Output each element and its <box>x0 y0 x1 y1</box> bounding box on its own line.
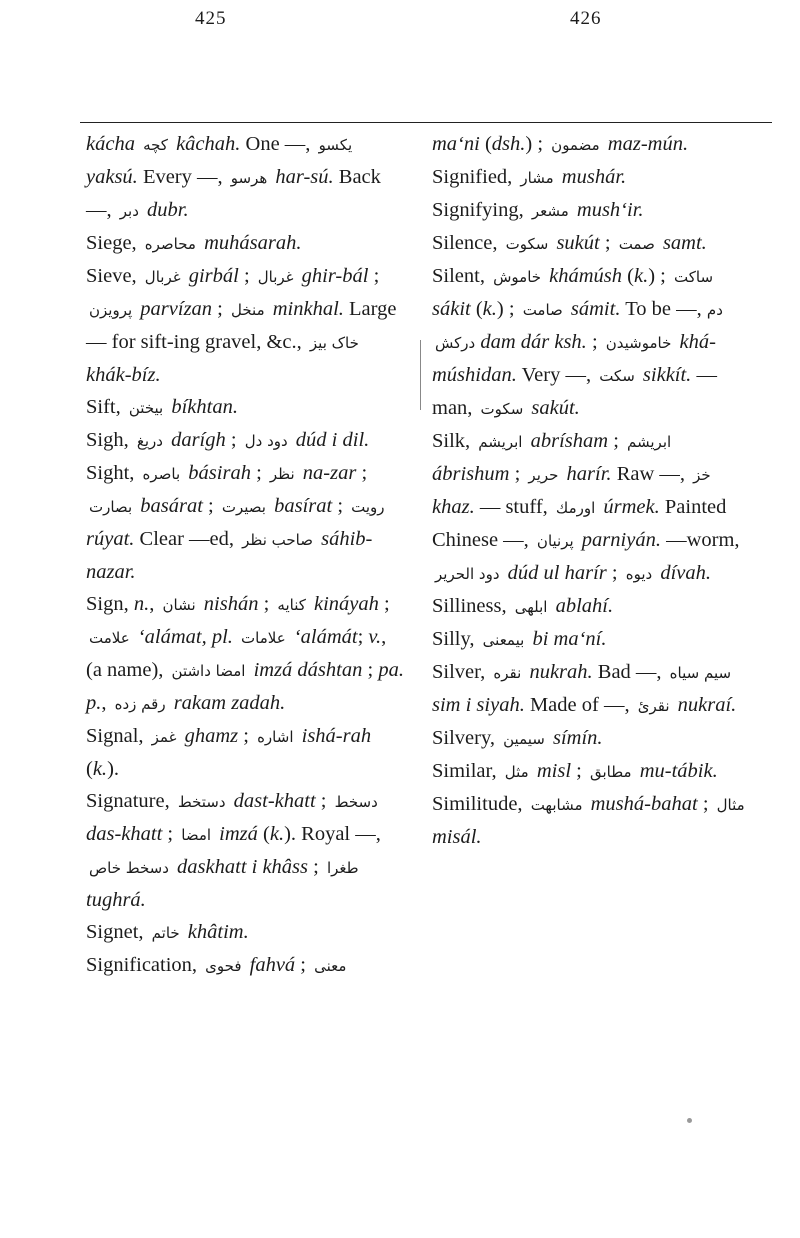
gloss-text: Very —, <box>516 364 597 386</box>
persian-word: غمز <box>151 728 177 746</box>
gloss-text: ( <box>479 133 492 155</box>
transliteration: na-zar <box>297 462 357 484</box>
persian-word: خاتم <box>151 924 180 942</box>
persian-word: بصارت <box>89 498 133 516</box>
gloss-text: ; <box>202 495 219 517</box>
transliteration: mu-tábik. <box>634 760 718 782</box>
gloss-text: ; <box>606 562 623 584</box>
transliteration: sámit. <box>565 298 621 320</box>
transliteration: sukút <box>551 232 600 254</box>
transliteration: minkhal. <box>267 298 344 320</box>
gloss-text: , (a name), <box>86 626 387 681</box>
transliteration: nukraí. <box>672 694 737 716</box>
persian-word: ابلهى <box>514 598 548 616</box>
headword: Signature, <box>86 790 175 812</box>
persian-word: محاصره <box>144 235 196 253</box>
headword: Similitude, <box>432 793 528 815</box>
persian-word: نقره <box>493 664 522 682</box>
transliteration: darígh <box>165 429 226 451</box>
transliteration: v. <box>368 626 382 648</box>
persian-word: دود الحرير <box>435 565 500 583</box>
transliteration: ishá-rah <box>296 725 372 747</box>
transliteration: rúyat. <box>86 528 135 550</box>
persian-word: دريغ <box>136 432 163 450</box>
transliteration: basárat <box>135 495 203 517</box>
persian-word: مطابق <box>589 763 632 781</box>
dictionary-entry <box>432 194 752 227</box>
persian-word: سيمين <box>503 730 545 748</box>
gloss-text: ; <box>162 823 179 845</box>
gloss-text: ; <box>212 298 228 320</box>
persian-word: علامت <box>89 629 130 647</box>
persian-word: نشان <box>162 596 196 614</box>
transliteration: nishán <box>198 593 259 615</box>
persian-word: مشار <box>520 169 554 187</box>
persian-word: طغرا <box>326 859 359 877</box>
transliteration: imzá dáshtan <box>248 659 363 681</box>
dictionary-entry <box>432 788 752 853</box>
gloss-text: ). <box>107 758 120 780</box>
gloss-text: ; <box>586 331 603 353</box>
persian-word: ديوه <box>625 565 653 583</box>
persian-word: مشابهت <box>530 796 583 814</box>
transliteration: ghir-bál <box>296 265 369 287</box>
gloss-text: ) ; <box>496 298 520 320</box>
headword: Signal, <box>86 725 149 747</box>
persian-word: صمت <box>618 235 655 253</box>
gloss-text: ; <box>697 793 714 815</box>
transliteration: mushár. <box>556 166 627 188</box>
persian-word: دستخط <box>177 793 226 811</box>
headword: Sieve, <box>86 265 142 287</box>
transliteration: sakút. <box>526 397 580 419</box>
persian-word: علامات <box>241 629 286 647</box>
gloss-text: ; <box>509 463 526 485</box>
persian-word: مشعر <box>531 202 569 220</box>
transliteration: ábrishum <box>432 463 510 485</box>
transliteration: dubr. <box>141 199 189 221</box>
left-page-number: 425 <box>195 8 227 29</box>
gloss-text: Large — for sift-ing gravel, &c., <box>86 298 397 353</box>
headword: Siege, <box>86 232 142 254</box>
transliteration: dívah. <box>655 562 711 584</box>
transliteration: muhásarah. <box>198 232 302 254</box>
persian-word: ساكت <box>674 268 714 286</box>
persian-word: بيختن <box>128 399 164 417</box>
dictionary-entry <box>86 949 406 982</box>
dictionary-entry <box>86 916 406 949</box>
persian-word: باصره <box>142 465 181 483</box>
transliteration: yaksú. <box>86 166 138 188</box>
persian-word: فحوى <box>205 957 242 975</box>
persian-word: سيم سياه <box>669 664 732 682</box>
transliteration: daskhatt i khâss <box>171 856 309 878</box>
gloss-text: To be —, <box>620 298 707 320</box>
transliteration: dast-khatt <box>228 790 316 812</box>
persian-word: پرنيان <box>536 532 574 550</box>
gloss-text: ( <box>622 265 634 287</box>
dictionary-entry <box>86 227 406 260</box>
dictionary-entry <box>432 623 752 656</box>
headword: Sift, <box>86 396 126 418</box>
persian-word: مضمون <box>551 136 600 154</box>
right-column <box>432 128 752 853</box>
column-divider <box>420 340 421 410</box>
transliteration: kâchah. <box>170 133 241 155</box>
gloss-text: Back —, <box>86 166 381 221</box>
transliteration: kácha <box>86 133 135 155</box>
gloss-text: ; <box>571 760 587 782</box>
gloss-text: ; <box>608 430 625 452</box>
persian-word: دسخط خاص <box>89 859 169 877</box>
persian-word: رويت <box>351 498 385 516</box>
gloss-text: ; <box>295 954 312 976</box>
transliteration: parniyán. <box>576 529 661 551</box>
headword: Silvery, <box>432 727 501 749</box>
persian-word: دود دل <box>244 432 288 450</box>
dictionary-entry <box>86 457 406 588</box>
transliteration: dúd i dil. <box>290 429 370 451</box>
gloss-text: Raw —, <box>611 463 691 485</box>
persian-word: مثل <box>504 763 529 781</box>
transliteration: misál. <box>432 826 482 848</box>
transliteration: kináyah <box>308 593 379 615</box>
gloss-text: ( <box>257 823 270 845</box>
gloss-text: ; <box>362 659 379 681</box>
persian-word: یکسو <box>318 136 353 154</box>
transliteration: fahvá <box>244 954 296 976</box>
gloss-text: ; <box>308 856 324 878</box>
transliteration: bíkhtan. <box>166 396 238 418</box>
gloss-text: ; <box>378 593 390 615</box>
persian-word: ابريشم <box>478 433 523 451</box>
transliteration: k. <box>269 823 285 845</box>
headword: Similar, <box>432 760 502 782</box>
transliteration: das-khatt <box>86 823 163 845</box>
dictionary-entry <box>432 722 752 755</box>
gloss-text: —worm, <box>660 529 740 551</box>
persian-word: غربال <box>257 268 294 286</box>
dictionary-entry <box>86 424 406 457</box>
gloss-text: — stuff, <box>474 496 553 518</box>
transliteration: k. <box>92 758 108 780</box>
transliteration: k. <box>482 298 497 320</box>
transliteration: símín. <box>547 727 603 749</box>
gloss-text: Painted Chinese —, <box>432 496 727 551</box>
gloss-text: ) ; <box>525 133 549 155</box>
persian-word: امضا <box>181 826 212 844</box>
persian-word: خاک بيز <box>309 334 359 352</box>
persian-word: صامت <box>522 301 563 319</box>
gloss-text: ; <box>238 725 255 747</box>
transliteration: pl. <box>211 626 233 648</box>
transliteration: sim i siyah. <box>432 694 525 716</box>
headword: Silly, <box>432 628 480 650</box>
transliteration: parvízan <box>135 298 213 320</box>
transliteration: n. <box>133 593 150 615</box>
headword: Silence, <box>432 232 503 254</box>
transliteration: nukrah. <box>524 661 593 683</box>
gloss-text: ; <box>332 495 349 517</box>
headword: Silk, <box>432 430 476 452</box>
transliteration: pa. p. <box>86 659 404 714</box>
transliteration: k. <box>634 265 649 287</box>
persian-word: سكت <box>599 367 635 385</box>
persian-word: رقم زده <box>114 695 166 713</box>
dictionary-entry <box>432 161 752 194</box>
transliteration: misl <box>531 760 572 782</box>
headword: Silver, <box>432 661 491 683</box>
persian-word: اشاره <box>257 728 294 746</box>
dictionary-entry <box>432 128 752 161</box>
persian-word: کچه <box>143 136 168 154</box>
persian-word: خاموش <box>493 268 542 286</box>
headword: Signifying, <box>432 199 529 221</box>
transliteration: girbál <box>183 265 239 287</box>
persian-word: خز <box>693 466 711 484</box>
transliteration: khák-bíz. <box>86 364 161 386</box>
persian-word: معنى <box>314 957 347 975</box>
transliteration: abrísham <box>525 430 609 452</box>
headword: Silent, <box>432 265 491 287</box>
transliteration: rakam zadah. <box>168 692 286 714</box>
left-column <box>86 128 406 982</box>
persian-word: غربال <box>144 268 181 286</box>
persian-word: دم دركش <box>435 301 723 352</box>
gloss-text: Every —, <box>137 166 228 188</box>
transliteration: samt. <box>657 232 707 254</box>
dictionary-entry <box>86 720 406 785</box>
headword: Silliness, <box>432 595 512 617</box>
transliteration: khâtim. <box>182 921 249 943</box>
persian-word: پرويزن <box>89 301 133 319</box>
transliteration: sáhib-nazar. <box>86 528 373 583</box>
transliteration: ghamz <box>179 725 239 747</box>
headword: Sigh, <box>86 429 134 451</box>
persian-word: دبر <box>119 202 139 220</box>
gloss-text: ; <box>368 265 380 287</box>
gloss-text: One —, <box>240 133 316 155</box>
transliteration: dsh. <box>491 133 526 155</box>
transliteration: ablahí. <box>550 595 614 617</box>
transliteration: úrmek. <box>598 496 660 518</box>
gloss-text: , <box>149 593 160 615</box>
dictionary-entry <box>432 260 752 425</box>
transliteration: basírat <box>268 495 333 517</box>
gloss-text: Bad —, <box>592 661 667 683</box>
transliteration: tughrá. <box>86 889 146 911</box>
dictionary-entry <box>86 588 406 720</box>
dictionary-entry <box>86 785 406 916</box>
persian-word: منخل <box>231 301 265 319</box>
persian-word: نظر <box>269 465 295 483</box>
transliteration: ʻalámát <box>288 626 358 648</box>
gloss-text: ; <box>258 593 275 615</box>
transliteration: maʻni <box>432 133 480 155</box>
gloss-text: Clear —ed, <box>134 528 240 550</box>
headword: Signified, <box>432 166 518 188</box>
transliteration: maz-mún. <box>602 133 689 155</box>
gloss-text: ( <box>470 298 483 320</box>
transliteration: bi maʻní. <box>527 628 607 650</box>
transliteration: khámúsh <box>544 265 623 287</box>
transliteration: harír. <box>561 463 612 485</box>
gloss-text: Made of —, <box>524 694 635 716</box>
gloss-text: ; <box>356 462 368 484</box>
persian-word: دسخط <box>334 793 378 811</box>
gloss-text: ; <box>315 790 332 812</box>
headword: Signet, <box>86 921 149 943</box>
gloss-text: ; <box>599 232 616 254</box>
dictionary-entry <box>86 128 406 227</box>
header-rule <box>80 122 772 123</box>
gloss-text: ). Royal —, <box>284 823 381 845</box>
gloss-text: ; <box>225 429 242 451</box>
transliteration: mushá-bahat <box>585 793 698 815</box>
persian-word: حرير <box>528 466 559 484</box>
transliteration: mushʻir. <box>571 199 644 221</box>
persian-word: بصيرت <box>221 498 266 516</box>
transliteration: har-sú. <box>270 166 334 188</box>
transliteration: ʻalámat, <box>132 626 207 648</box>
persian-word: سكوت <box>480 400 524 418</box>
transliteration: khaz. <box>432 496 475 518</box>
persian-word: سكوت <box>505 235 549 253</box>
persian-word: اورمك <box>555 499 596 517</box>
persian-word: خاموشيدن <box>605 334 672 352</box>
right-page-number: 426 <box>570 8 602 29</box>
dictionary-entry <box>432 590 752 623</box>
persian-word: نقرئ <box>637 697 670 715</box>
transliteration: básirah <box>183 462 251 484</box>
gloss-text: — man, <box>432 364 717 419</box>
persian-word: بيمعنى <box>482 631 525 649</box>
transliteration: imzá <box>214 823 258 845</box>
headword: Signification, <box>86 954 203 976</box>
gloss-text: , <box>101 692 112 714</box>
dictionary-entry <box>86 260 406 391</box>
transliteration: dam dár ksh. <box>475 331 587 353</box>
persian-word: كنايه <box>277 596 306 614</box>
headword: Sign, <box>86 593 134 615</box>
transliteration: khá-múshidan. <box>432 331 716 386</box>
gloss-text: ( <box>86 758 93 780</box>
dictionary-entry <box>432 656 752 722</box>
gloss-text: ) ; <box>648 265 672 287</box>
gloss-text: ; <box>357 626 369 648</box>
dictionary-entry <box>432 227 752 260</box>
gloss-text: ; <box>238 265 255 287</box>
persian-word: ابريشم <box>627 433 672 451</box>
headword: Sight, <box>86 462 140 484</box>
dictionary-entry <box>432 425 752 590</box>
persian-word: مثال <box>716 796 745 814</box>
persian-word: هرسو <box>230 169 268 187</box>
persian-word: امضا داشتن <box>171 662 246 680</box>
dictionary-entry <box>86 391 406 424</box>
ink-speck <box>687 1118 692 1123</box>
gloss-text: ; <box>250 462 267 484</box>
transliteration: dúd ul harír <box>502 562 607 584</box>
dictionary-entry <box>432 755 752 788</box>
transliteration: sikkít. <box>637 364 692 386</box>
transliteration: sákit <box>432 298 471 320</box>
persian-word: صاحب نظر <box>242 531 313 549</box>
